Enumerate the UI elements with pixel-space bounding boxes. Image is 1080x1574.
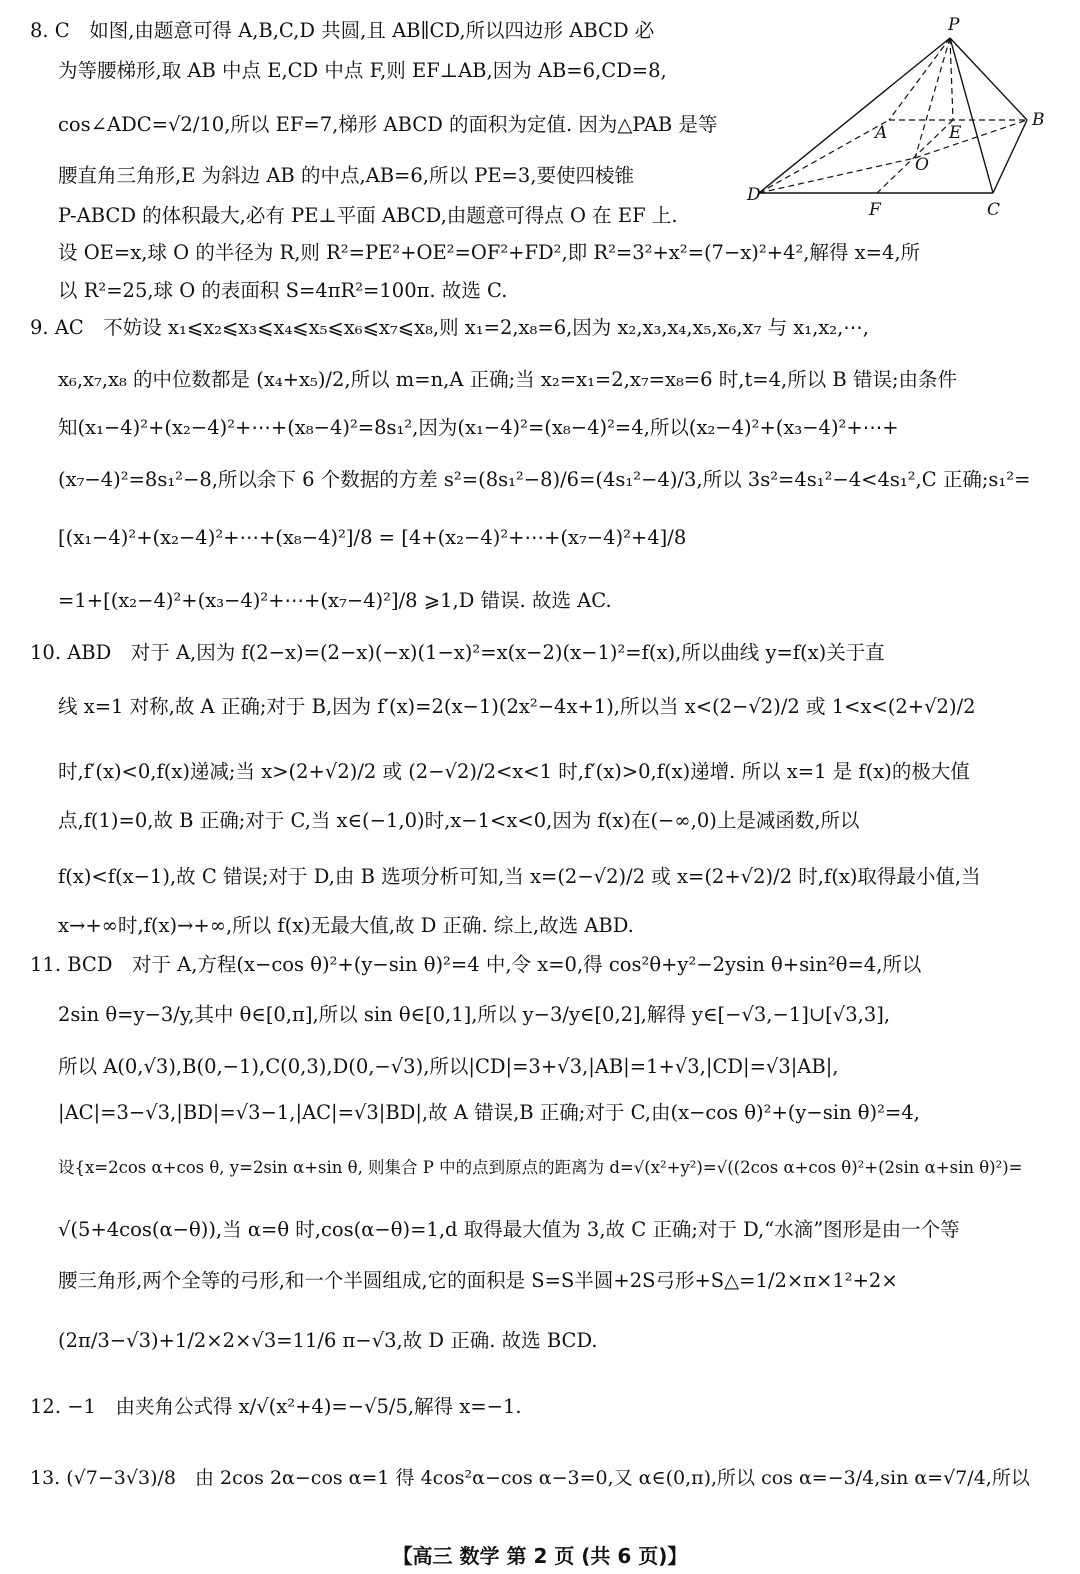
q11-line-8: (2π/3−√3)+1/2×2×√3=11/6 π−√3,故 D 正确. 故选 BCD. bbox=[58, 1329, 598, 1352]
edge-da bbox=[759, 120, 889, 193]
q11-line-7: 腰三角形,两个全等的弓形,和一个半圆组成,它的面积是 S=S半圆+2S弓形+S△=1/2×π×1²+2× bbox=[58, 1269, 898, 1292]
q9-line-3: 知(x₁−4)²+(x₂−4)²+⋯+(x₈−4)²=8s₁²,因为(x₁−4)²=(x₈−4)²=4,所以(x₂−4)²+(x₃−4)²+⋯+ bbox=[58, 416, 899, 439]
edge-cb bbox=[993, 120, 1027, 193]
page-footer: 【高三 数学 第 2 页 (共 6 页)】 bbox=[392, 1544, 688, 1568]
q10-line-3: 时,f′(x)<0,f(x)递减;当 x>(2+√2)/2 或 (2−√2)/2<x<1 时,f′(x)>0,f(x)递增. 所以 x=1 是 f(x)的极大值 bbox=[58, 760, 970, 783]
label-o: O bbox=[915, 155, 929, 175]
q8-line-3: cos∠ADC=√2/10,所以 EF=7,梯形 ABCD 的面积为定值. 因为△PAB 是等 bbox=[58, 113, 718, 136]
label-e: E bbox=[949, 123, 962, 143]
q11-line-1: 11. BCD 对于 A,方程(x−cos θ)²+(y−sin θ)²=4 中,令 x=0,得 cos²θ+y²−2ysin θ+sin²θ=4,所以 bbox=[30, 953, 922, 976]
q8-line-2: 为等腰梯形,取 AB 中点 E,CD 中点 F,则 EF⊥AB,因为 AB=6,CD=8, bbox=[58, 59, 667, 82]
q10-line-2: 线 x=1 对称,故 A 正确;对于 B,因为 f′(x)=2(x−1)(2x²−4x+1),所以当 x<(2−√2)/2 或 1<x<(2+√2)/2 bbox=[58, 695, 976, 718]
q9-line-1: 9. AC 不妨设 x₁⩽x₂⩽x₃⩽x₄⩽x₅⩽x₆⩽x₇⩽x₈,则 x₁=2,x₈=6,因为 x₂,x₃,x₄,x₅,x₆,x₇ 与 x₁,x₂,⋯, bbox=[30, 316, 870, 339]
q8-line-7: 以 R²=25,球 O 的表面积 S=4πR²=100π. 故选 C. bbox=[58, 279, 508, 302]
q10-line-1: 10. ABD 对于 A,因为 f(2−x)=(2−x)(−x)(1−x)²=x(x−2)(x−1)²=f(x),所以曲线 y=f(x)关于直 bbox=[30, 641, 885, 664]
q9-line-6: =1+[(x₂−4)²+(x₃−4)²+⋯+(x₇−4)²]/8 ⩾1,D 错误. 故选 AC. bbox=[58, 589, 612, 612]
q11-line-6: √(5+4cos(α−θ)),当 α=θ 时,cos(α−θ)=1,d 取得最大值为 3,故 C 正确;对于 D,“水滴”图形是由一个等 bbox=[58, 1218, 960, 1241]
segment-pe bbox=[950, 38, 953, 120]
label-c: C bbox=[987, 200, 1001, 220]
q8-line-6: 设 OE=x,球 O 的半径为 R,则 R²=PE²+OE²=OF²+FD²,即 R²=3²+x²=(7−x)²+4²,解得 x=4,所 bbox=[58, 241, 921, 264]
q11-line-2: 2sin θ=y−3/y,其中 θ∈[0,π],所以 sin θ∈[0,1],所以 y−3/y∈[0,2],解得 y∈[−√3,−1]∪[√3,3], bbox=[58, 1003, 891, 1026]
q10-line-4: 点,f(1)=0,故 B 正确;对于 C,当 x∈(−1,0)时,x−1<x<0,因为 f(x)在(−∞,0)上是减函数,所以 bbox=[58, 809, 860, 832]
q9-line-5: [(x₁−4)²+(x₂−4)²+⋯+(x₈−4)²]/8 = [4+(x₂−4)²+⋯+(x₇−4)²+4]/8 bbox=[58, 526, 687, 549]
label-b: B bbox=[1032, 110, 1045, 130]
q8-line-1: 8. C 如图,由题意可得 A,B,C,D 共圆,且 AB∥CD,所以四边形 ABCD 必 bbox=[30, 19, 655, 42]
segment-po bbox=[915, 38, 950, 158]
edge-pa bbox=[889, 38, 950, 120]
label-p: P bbox=[948, 15, 960, 35]
segment-ob bbox=[915, 120, 1027, 158]
q11-line-3: 所以 A(0,√3),B(0,−1),C(0,3),D(0,−√3),所以|CD|=3+√3,|AB|=1+√3,|CD|=√3|AB|, bbox=[58, 1055, 839, 1078]
q8-line-4: 腰直角三角形,E 为斜边 AB 的中点,AB=6,所以 PE=3,要使四棱锥 bbox=[58, 164, 634, 187]
q10-line-5: f(x)<f(x−1),故 C 错误;对于 D,由 B 选项分析可知,当 x=(2−√2)/2 或 x=(2+√2)/2 时,f(x)取得最小值,当 bbox=[58, 865, 981, 888]
q10-line-6: x→+∞时,f(x)→+∞,所以 f(x)无最大值,故 D 正确. 综上,故选 ABD. bbox=[58, 914, 634, 937]
q12-line: 12. −1 由夹角公式得 x/√(x²+4)=−√5/5,解得 x=−1. bbox=[30, 1395, 522, 1418]
q11-line-4: |AC|=3−√3,|BD|=√3−1,|AC|=√3|BD|,故 A 错误,B 正确;对于 C,由(x−cos θ)²+(y−sin θ)²=4, bbox=[58, 1101, 920, 1124]
label-f: F bbox=[869, 200, 881, 220]
q9-line-2: x₆,x₇,x₈ 的中位数都是 (x₄+x₅)/2,所以 m=n,A 正确;当 x₂=x₁=2,x₇=x₈=6 时,t=4,所以 B 错误;由条件 bbox=[58, 368, 958, 391]
q9-line-4: (x₇−4)²=8s₁²−8,所以余下 6 个数据的方差 s²=(8s₁²−8)/6=(4s₁²−4)/3,所以 3s²=4s₁²−4<4s₁²,C 正确;s₁²= bbox=[58, 468, 1031, 491]
q11-line-5: 设{x=2cos α+cos θ, y=2sin α+sin θ, 则集合 P 中的点到原点的距离为 d=√(x²+y²)=√((2cos α+cos θ)²+(2sin α+sin θ)²)= bbox=[58, 1158, 1023, 1177]
pyramid-figure bbox=[745, 10, 1055, 220]
segment-do bbox=[759, 158, 915, 193]
label-d: D bbox=[747, 185, 761, 205]
q13-line: 13. (√7−3√3)/8 由 2cos 2α−cos α=1 得 4cos²α−cos α−3=0,又 α∈(0,π),所以 cos α=−3/4,sin α=√7/4,所以 bbox=[30, 1467, 1030, 1489]
q8-line-5: P-ABCD 的体积最大,必有 PE⊥平面 ABCD,由题意可得点 O 在 EF 上. bbox=[58, 204, 678, 227]
label-a: A bbox=[875, 123, 888, 143]
